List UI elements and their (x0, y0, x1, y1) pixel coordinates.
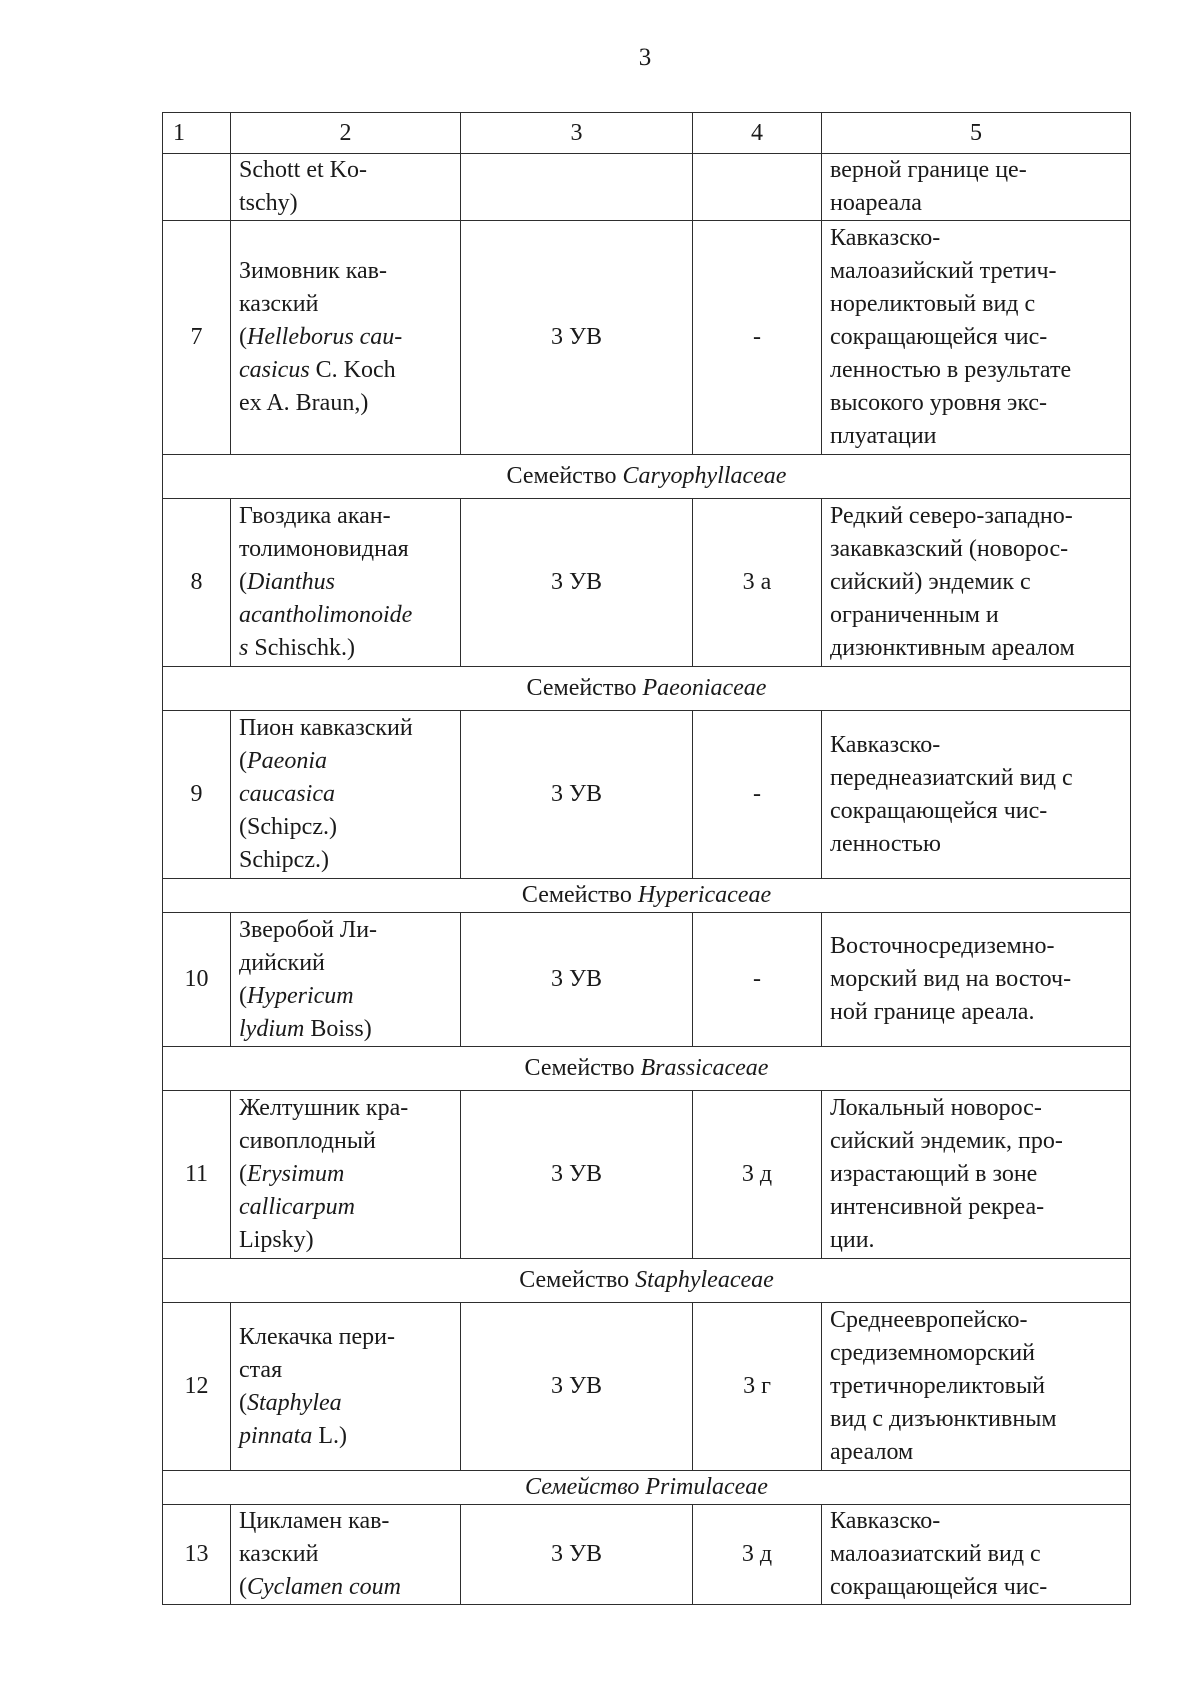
category-cell: 3 г (693, 1303, 822, 1471)
family-row (163, 455, 1131, 499)
species-name-ru: Желтушник кра- сивоплодный (239, 1095, 409, 1154)
species-name-ru: Зверобой Ли- дийский (239, 916, 378, 976)
species-latin-name: Dianthus acantholimonoide s (239, 569, 413, 661)
note-cell: Кавказско- переднеазиатский вид с сокращающейся чис- ленностью (822, 711, 1131, 879)
species-latin-name: Cyclamen coum (247, 1574, 401, 1600)
note-cell: Восточносредиземно- морский вид на восточ- ной границе ареала. (822, 913, 1131, 1047)
family-prefix: Семейство (519, 1267, 630, 1293)
family-name: Staphyleaceae (635, 1267, 774, 1293)
table-row (163, 221, 1131, 455)
species-name-ru: Цикламен кав- казский (239, 1508, 390, 1567)
status-cell: 3 УВ (461, 221, 693, 455)
status-cell: 3 УВ (461, 711, 693, 879)
family-heading (163, 1259, 1131, 1303)
row-number-cell: 11 (163, 1091, 231, 1259)
family-name: Caryophyllaceae (622, 463, 787, 489)
family-prefix: Семейство (525, 1474, 640, 1500)
family-row (163, 1471, 1131, 1505)
family-heading (163, 1471, 1131, 1505)
column-header-2: 2 (231, 113, 461, 154)
row-number-cell: 13 (163, 1505, 231, 1605)
species-name-cell (231, 154, 461, 221)
species-name-ru: Зимовник кав- казский (239, 258, 388, 317)
family-name: Paeoniaceae (642, 675, 767, 701)
family-prefix: Семейство (526, 675, 637, 701)
family-name: Primulaceae (645, 1474, 768, 1500)
family-name: Brassicaceae (640, 1055, 769, 1081)
note-cell: Редкий северо-западно- закавказский (новорос- сийский) эндемик с ограниченным и дизюнктивным ареалом (822, 499, 1131, 667)
species-name-cell: Цикламен кав- казский (Cyclamen coum (231, 1505, 461, 1605)
species-name-tail: Schott et Ko- tschy) (239, 157, 367, 216)
family-row (163, 1047, 1131, 1091)
species-table (162, 112, 1131, 1605)
column-header-1: 1 (163, 113, 231, 154)
category-cell: - (693, 913, 822, 1047)
category-cell (693, 154, 822, 221)
status-cell: 3 УВ (461, 1505, 693, 1605)
column-header-4: 4 (693, 113, 822, 154)
species-name-ru: Гвоздика акан- толимоновидная (239, 503, 409, 562)
species-author: Lipsky (239, 1227, 306, 1253)
table-row (163, 1091, 1131, 1259)
table-row (163, 499, 1131, 667)
header-row (163, 113, 1131, 154)
species-latin-name: Helleborus cau- casicus (239, 324, 403, 383)
species-author: L. (318, 1422, 340, 1449)
row-number-cell: 8 (163, 499, 231, 667)
species-latin-name: Paeonia caucasica (239, 748, 335, 807)
category-cell: 3 д (693, 1505, 822, 1605)
status-cell: 3 УВ (461, 1303, 693, 1471)
row-number-cell: 12 (163, 1303, 231, 1471)
species-latin-name: Erysimum callicarpum (239, 1161, 355, 1220)
row-number-cell: 9 (163, 711, 231, 879)
note-cell: Среднеевропейско- средиземноморский третичнореликтовый вид с дизъюнктивным ареалом (822, 1303, 1131, 1471)
note-cell: Кавказско- малоазийский третич- нореликтовый вид с сокращающейся чис- ленностью в результате высокого уровня экс- плуатации (822, 221, 1131, 455)
species-name-ru: Пион кавказский (239, 715, 413, 741)
species-latin-name: Hypericum lydium (239, 982, 354, 1042)
category-cell: - (693, 221, 822, 455)
table-row (163, 1303, 1131, 1471)
species-name-cell: Зимовник кав- казский (Helleborus cau- casicus C. Koch ex A. Braun,) (231, 221, 461, 455)
note-cell: Кавказско- малоазиатский вид с сокращающейся чис- (822, 1505, 1131, 1605)
family-row (163, 879, 1131, 913)
species-author: Boiss (310, 1015, 364, 1042)
column-header-3: 3 (461, 113, 693, 154)
family-heading (163, 879, 1131, 913)
table-row-continued (163, 154, 1131, 221)
species-author: Schischk. (254, 635, 348, 661)
species-author: (Schipcz.) Schipcz. (239, 814, 337, 873)
species-name-ru: Клекачка пери- стая (239, 1323, 395, 1383)
species-name-cell: Желтушник кра- сивоплодный (Erysimum callicarpum Lipsky) (231, 1091, 461, 1259)
category-cell: 3 д (693, 1091, 822, 1259)
status-cell: 3 УВ (461, 499, 693, 667)
note-cell: Локальный новорос- сийский эндемик, про- израстающий в зоне интенсивной рекреа- ции. (822, 1091, 1131, 1259)
species-name-cell: Пион кавказский (Paeonia caucasica (Schipcz.) Schipcz.) (231, 711, 461, 879)
family-row (163, 667, 1131, 711)
family-prefix: Семейство (506, 463, 617, 489)
family-heading (163, 455, 1131, 499)
note-cell: верной границе це- ноареала (822, 154, 1131, 221)
row-number-cell: 7 (163, 221, 231, 455)
family-heading (163, 1047, 1131, 1091)
category-cell: - (693, 711, 822, 879)
species-name-cell: Зверобой Ли- дийский (Hypericum lydium Boiss) (231, 913, 461, 1047)
column-header-5: 5 (822, 113, 1131, 154)
species-name-cell: Гвоздика акан- толимоновидная (Dianthus acantholimonoide s Schischk.) (231, 499, 461, 667)
family-name: Hypericaceae (637, 882, 772, 908)
page-number: 3 (638, 44, 652, 71)
status-cell: 3 УВ (461, 1091, 693, 1259)
status-cell: 3 УВ (461, 913, 693, 1047)
family-prefix: Семейство (524, 1055, 635, 1081)
family-row (163, 1259, 1131, 1303)
species-author: C. Koch ex A. Braun, (239, 357, 396, 416)
status-cell (461, 154, 693, 221)
family-prefix: Семейство (521, 882, 632, 908)
species-latin-name: Staphylea pinnata (239, 1389, 342, 1449)
category-cell: 3 а (693, 499, 822, 667)
row-number-cell (163, 154, 231, 221)
table-row (163, 1505, 1131, 1605)
family-heading (163, 667, 1131, 711)
row-number-cell: 10 (163, 913, 231, 1047)
table-row (163, 913, 1131, 1047)
species-name-cell: Клекачка пери- стая (Staphylea pinnata L.) (231, 1303, 461, 1471)
table-row (163, 711, 1131, 879)
